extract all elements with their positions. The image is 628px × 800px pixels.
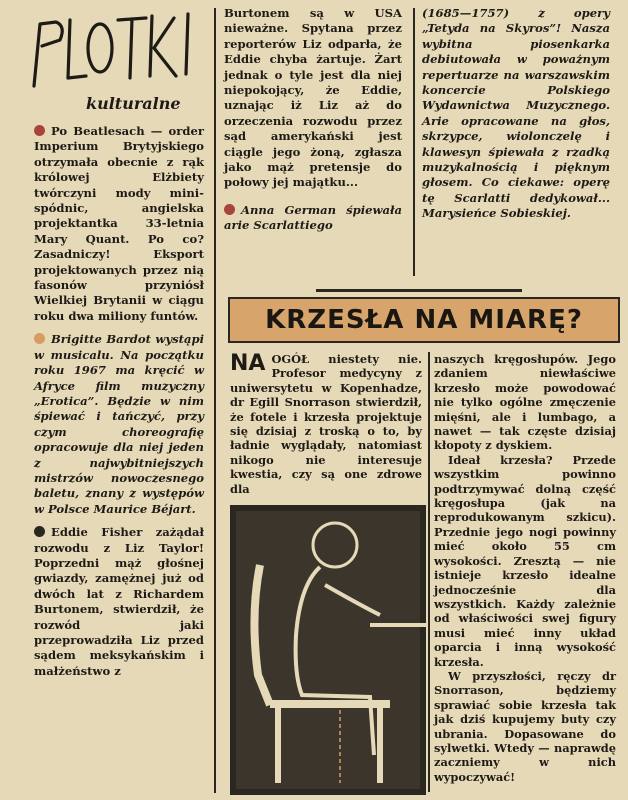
news-item-fisher-cont: Burtonem są w USA nieważne. Spytana przez reporterów Liz odparła, że Eddie chyba żartuje. Żart jednak o tyle jest dla niej niepokojący, że Eddie, uznając iż Liz aż do orzeczenia rozwodu przez sąd amerykański jest ciągle jego żoną, zgłasza jako mąż pretensje do połowy jej majątku... — [224, 6, 402, 190]
headline-rule — [316, 289, 522, 292]
column-2 — [224, 6, 402, 242]
chair-sketch-illustration — [230, 505, 426, 795]
headline-banner — [228, 297, 620, 343]
column-divider — [428, 352, 430, 792]
column-divider — [214, 8, 216, 793]
bullet-icon — [224, 204, 235, 215]
article-headline: KRZESŁA NA MIARĘ? — [265, 305, 583, 335]
article-col-right — [434, 352, 616, 784]
logo-subtitle: kulturalne — [86, 94, 181, 113]
news-item-german-cont: (1685—1757) z opery „Tetyda na Skyros”! Nasza wybitna piosenkarka debiutowała w poważnym repertuarze na warszawskim koncercie Polskiego Wydawnictwa Muzycznego. Arie opracowane na głos, skrzypce, wiolonczelę i klawesyn śpiewała z rzadką muzykalnością i pięknym głosem. Co ciekawe: operę tę Scarlatti dedykował... Marysieńce Sobieskiej. — [422, 6, 610, 221]
news-item-bardot: Brigitte Bardot wystąpi w musicalu. Na początku roku 1967 ma kręcić w Afryce film muzyczny „Erotica”. Będzie w nim śpiewać i tańczyć, przy czym choreografię opracowuje dla niej jeden z najwybitniejszych mistrzów nowoczesnego baletu, znany z występów w Polsce Maurice Béjart. — [34, 332, 204, 516]
dropcap: NA — [230, 351, 266, 376]
bullet-icon — [34, 125, 45, 136]
article-col-left — [230, 352, 422, 496]
article-paragraph-1: OGÓŁ niestety nie. Profesor medycyny z uniwersytetu w Kopenhadze, dr Egill Snorrason stwierdził, że fotele i krzesła projektuje się dzisiaj z troską o to, by ładnie wyglądały, natomiast nikogo nie interesuje kwestia, czy są one zdrowe dla — [230, 352, 422, 496]
column-3 — [422, 6, 610, 230]
column-divider — [413, 8, 415, 276]
bullet-icon — [34, 526, 45, 537]
plotki-kulturalne-logo — [26, 6, 216, 116]
news-item-fisher: Eddie Fisher zażądał rozwodu z Liz Taylor! Poprzedni mąż głośnej gwiazdy, zamężnej już od dwóch lat z Richardem Burtonem, stwierdził, że rozwód jaki przeprowadziła Liz przed sądem meksykańskim i małżeństwo z — [34, 525, 204, 678]
news-item-german: Anna German śpiewała arie Scarlattiego — [224, 202, 402, 233]
article-paragraph-3: Ideał krzesła? Przede wszystkim powinno podtrzymywać dolną część kręgosłupa (jak na reprodukowanym szkicu). Przednie jego nogi powinny mieć około 55 cm wysokości. Zresztą — nie istnieje krzesło idealne jednocześnie dla wszystkich. Każdy zależnie od właściwości swej figury musi mieć inny układ oparcia i inną wysokość krzesła. — [434, 452, 616, 669]
article-paragraph-2: naszych kręgosłupów. Jego zdaniem niewłaściwe krzesło może powodować nie tylko ogólne zmęczenie mięśni, ale i lumbago, a nawet — tak częste dzisiaj kłopoty z dyskiem. — [434, 352, 616, 453]
column-1 — [34, 124, 204, 687]
article-paragraph-4: W przyszłości, ręczy dr Snorrason, będziemy sprawiać sobie krzesła tak jak dziś kupujemy buty czy ubrania. Dopasowane do sylwetki. Wtedy — naprawdę zaczniemy w nich wypoczywać! — [434, 668, 616, 784]
bullet-icon — [34, 333, 45, 344]
news-item-quant: Po Beatlesach — order Imperium Brytyjskiego otrzymała obecnie z rąk królowej Elżbiety twórczyni mody mini-spódnic, angielska projektantka 33-letnia Mary Quant. Po co? Zasadniczy! Eksport projektowanych przez nią fasonów przyniósł Wielkiej Brytanii w ciągu roku dwa miliony funtów. — [34, 124, 204, 323]
